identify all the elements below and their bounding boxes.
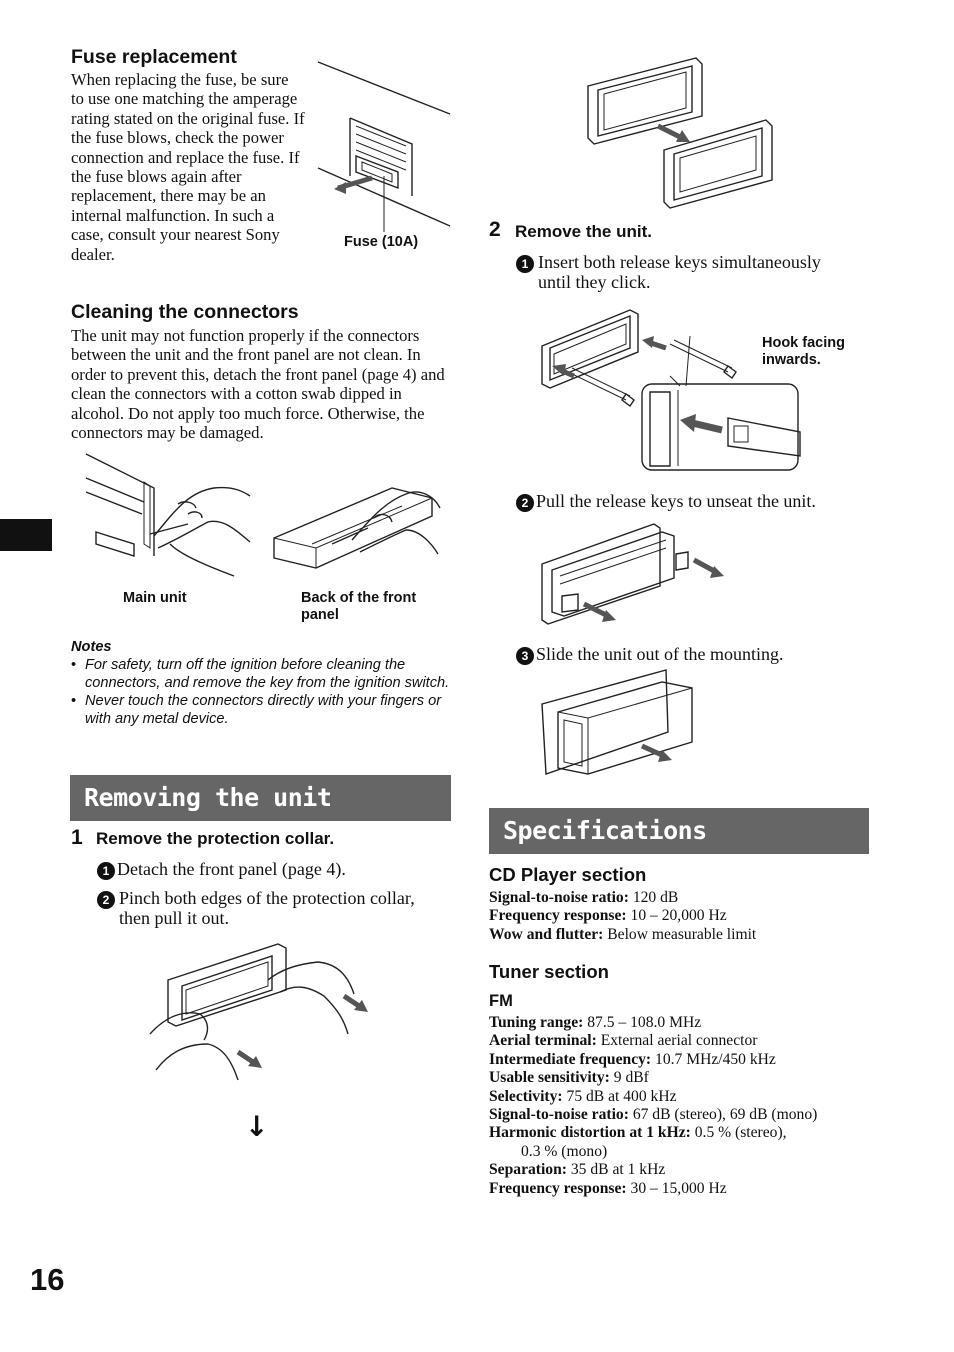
- back-panel-caption: Back of the front panel: [301, 590, 417, 623]
- notes-list: [71, 656, 455, 728]
- spec-row: Usable sensitivity: 9 dBf: [489, 1069, 649, 1087]
- step2a: 1 Insert both release keys simultaneously until they click.: [516, 252, 856, 292]
- step1a: 1 Detach the front panel (page 4).: [97, 859, 447, 880]
- fm-spec-list: [489, 1014, 869, 1198]
- specifications-banner: Specifications: [489, 808, 869, 854]
- spec-row: Signal-to-noise ratio: 120 dB: [489, 889, 679, 906]
- tuner-section-heading: Tuner section: [489, 961, 609, 982]
- fuse-illustration: [316, 58, 456, 248]
- notes-heading: Notes: [71, 639, 112, 655]
- step2-title: Remove the unit.: [515, 222, 652, 241]
- page-number: 16: [30, 1262, 65, 1297]
- cd-spec-list: [489, 889, 869, 944]
- fuse-body: When replacing the fuse, be sure to use one matching the amperage rating stated on the original fuse. If the fuse blows, check the power connection and replace the fuse. If the fuse blows again after replacement, there may be an internal malfunction. In such a case, consult your nearest Sony dealer.: [71, 70, 305, 264]
- section-tab: [0, 519, 52, 551]
- cleaning-body: The unit may not function properly if the connectors between the unit and the front panel are not clean. In order to prevent this, detach the front panel (page 4) and clean the connectors with a cotton swab dipped in alcohol. Do not apply too much force. Otherwise, the connectors may be damaged.: [71, 326, 445, 443]
- main-unit-caption: Main unit: [123, 590, 187, 606]
- cd-section-heading: CD Player section: [489, 864, 647, 885]
- spec-row: Wow and flutter: Below measurable limit: [489, 925, 757, 943]
- step1a-marker: 1: [97, 862, 115, 880]
- spec-row: Harmonic distortion at 1 kHz: 0.5 % (stereo),: [489, 1124, 787, 1142]
- hook-label: Hook facing inwards.: [762, 335, 845, 368]
- spec-row: Intermediate frequency: 10.7 MHz/450 kHz: [489, 1050, 776, 1068]
- protection-collar-illustration: [148, 940, 378, 1100]
- spec-row: Aerial terminal: External aerial connector: [489, 1032, 758, 1050]
- release-keys-illustration: [538, 306, 804, 476]
- spec-row: Frequency response: 10 – 20,000 Hz: [489, 907, 727, 925]
- main-unit-cleaning-illustration: [84, 452, 254, 582]
- pull-release-keys-illustration: [538, 516, 728, 628]
- down-arrow-icon: ↓: [245, 1110, 269, 1143]
- note-item: • For safety, turn off the ignition before cleaning the connectors, and remove the key from the ignition switch.: [71, 657, 450, 691]
- step1b-marker: 2: [97, 891, 115, 909]
- step1-number: 1: [71, 826, 83, 849]
- fuse-label: Fuse (10A): [344, 234, 419, 250]
- removing-unit-banner: Removing the unit: [70, 775, 451, 821]
- step2b: 2 Pull the release keys to unseat the unit.: [516, 491, 856, 512]
- fuse-heading: Fuse replacement: [71, 46, 237, 68]
- note-item: • Never touch the connectors directly with your fingers or with any metal device.: [71, 693, 442, 727]
- step1b: 2 Pinch both edges of the protection collar, then pull it out.: [97, 888, 447, 928]
- step2c-marker: 3: [516, 647, 534, 665]
- spec-row: Signal-to-noise ratio: 67 dB (stereo), 69 dB (mono): [489, 1106, 818, 1124]
- spec-row: Separation: 35 dB at 1 kHz: [489, 1161, 666, 1179]
- cleaning-heading: Cleaning the connectors: [71, 301, 299, 323]
- front-panel-cleaning-illustration: [272, 482, 442, 582]
- collar-removed-illustration: [584, 56, 776, 216]
- fm-heading: FM: [489, 992, 513, 1010]
- spec-row: Frequency response: 30 – 15,000 Hz: [489, 1179, 727, 1197]
- spec-row: Tuning range: 87.5 – 108.0 MHz: [489, 1014, 702, 1031]
- step2c: 3 Slide the unit out of the mounting.: [516, 644, 856, 665]
- spec-row-continuation: 0.3 % (mono): [521, 1142, 608, 1160]
- spec-row: Selectivity: 75 dB at 400 kHz: [489, 1087, 677, 1105]
- step2b-marker: 2: [516, 494, 534, 512]
- step2-number: 2: [489, 218, 501, 241]
- slide-unit-out-illustration: [538, 668, 698, 780]
- step2a-marker: 1: [516, 255, 534, 273]
- step1-title: Remove the protection collar.: [96, 829, 335, 848]
